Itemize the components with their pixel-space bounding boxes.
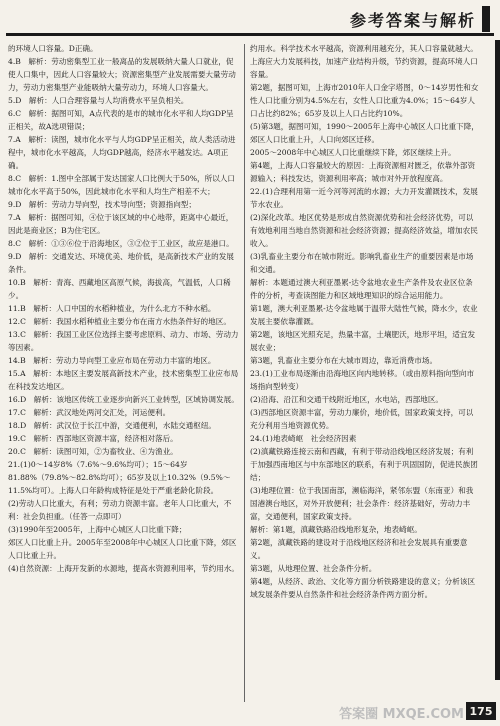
header [350,6,490,32]
answer-item: 16.D 解析：该地区传统工业逐步向新兴工业转型，区域协调发展。 [8,395,239,404]
answer-item: 8.C 解析：1.图中全部属于发达国家人口比例大于50%，所以人口城市化水平高于50%，因此城市化水平和人均生产相差不大； [8,174,236,196]
answer-item: (2)深化改革。地区优势是形成自然资源优势和社会经济优势，可以有效地利用当地自然资源和社会经济资源；提高经济效益，增加农民收入。 [250,213,478,248]
page-title: 参考答案与解析 [349,10,476,30]
answer-item: 14.B 解析：劳动力导向型工业应布局在劳动力丰富的地区。 [8,356,216,365]
answer-item: 第1题，澳大利亚墨累-达令盆地属于温带大陆性气候，降水少，农业发展主要依靠灌溉。 [250,304,478,326]
answer-item: 第2题，据图可知，上海市2010年人口金字塔图，0～14岁男性和女性人口比重分别为4.5%左右，女性人口比重为4.0%；15～64岁人口占比约82%；65岁及以上人口占比约10%。 [250,83,479,118]
answer-item: 11.B 解析：人口中国的水稻种植业，为什么北方不种水稻。 [8,304,216,313]
answer-item: 的环境人口容量。D正确。 [8,44,98,53]
answer-item: 5.D 解析：人口合理容量与人均消费水平呈负相关。 [8,96,189,105]
answer-item: 8.C 解析：①③⑥位于沿海地区，③②位于工业区，故应是港口。 [8,239,234,248]
answer-item: 20.C 解析：读图可知，②为畜牧业、④为渔业。 [8,447,178,456]
answer-item: 6.C 解析：据图可知，A点代表的是市的城市化水平和人均GDP呈正相关，故A选项错误； [8,109,234,131]
edge-bar [495,40,500,680]
answer-item: 13.C 解析：我国工业区位选择主要考虑原料、动力、市场、劳动力等因素。 [8,330,239,352]
header-rule [6,33,494,36]
left-column [8,42,240,575]
answer-item: 18.D 解析：武汉位于长江中游，交通便利，水陆交通枢纽。 [8,421,217,430]
answer-item: 9.D 解析：交通发达、环境优美、地价低，是高新技术产业的发展条件。 [8,252,234,274]
answer-item: 23.(1)工业布局逐渐由沿海地区向内地转移。（或由原料指向型向市场指向型转变） [250,369,475,391]
answer-item: 郊区人口比重上升。2005年至2008年中心城区人口比重下降，郊区人口比重上升。 [8,538,237,560]
answer-item: 7.A 解析：读图，城市化水平与人均GDP呈正相关，故人类活动进程中，城市化水平越高，人均GDP越高，经济水平越发达。A项正确。 [8,135,236,170]
answer-item: 第2题，该地区光照充足，热量丰富，土壤肥沃，地形平坦，适宜发展农业； [250,330,476,352]
watermark: 答案圈 MXQE.COM [339,707,464,722]
answer-item: 21.(1)0～14岁8%（7.6%～9.6%均可）；15～64岁81.88%（79.8%～82.8%均可）；65岁及以上10.32%（9.5%～11.5%均可）。上海人口年龄构成特征是处于严重老龄化阶段。 [8,460,231,495]
answer-item: 第2题，滇藏铁路的建设对于沿线地区经济和社会发展具有重要意义。 [250,538,468,560]
answer-item: (3)西部地区资源丰富，劳动力廉价，地价低，国家政策支持，可以充分利用当地资源优势。 [250,408,474,430]
answer-item: 第3题，从地理位置、社会条件分析。 [250,564,377,573]
answer-item: (4)自然资源：上海开发新的水源地，提高水资源利用率，节约用水。 [8,564,239,573]
answer-item: 第4题，上海人口容量较大的原因：上海资源相对匮乏，依靠外部资源输入；科技发达，资源利用率高；城市对外开放程度高。 [250,161,476,183]
answer-item: (3)地理位置：位于我国南部，濒临海洋，紧邻东盟（东南亚）和我国港澳台地区，对外开放便利；社会条件：经济基础好，劳动力丰富，交通便利，国家政策支持。 [250,486,474,521]
answer-item: (2)劳动人口比重大，有利；劳动力资源丰富。老年人口比重大，不利：社会负担重。（任答一点即可） [8,499,232,521]
answer-item: 10.B 解析：青海、西藏地区高原气候，海拔高，气温低，人口稀少。 [8,278,231,300]
answer-item: (2)沿海、沿江和交通干线附近地区，水电站，西部地区。 [250,395,444,404]
column-divider [244,44,245,702]
right-column [250,42,480,601]
answer-item: 第3题，乳畜业主要分布在大城市周边，靠近消费市场。 [250,356,438,365]
answer-item: 解析：本题通过澳大利亚墨累-达令盆地农业生产条件及农业区位条件的分析，考查读图能力和区域地理知识的综合运用能力。 [250,278,473,300]
answer-item: 第4题，从经济、政治、文化等方面分析铁路建设的意义；分析该区域发展条件要从自然条件和社会经济条件两方面分析。 [250,577,476,599]
answer-item: (2)滇藏铁路连接云南和西藏，有利于带动沿线地区经济发展；有利于加强西南地区与中东部地区的联系，有利于巩固国防，促进民族团结； [250,447,478,482]
answer-item: 19.C 解析：西部地区资源丰富，经济相对落后。 [8,434,178,443]
answer-item: 解析：第1题，滇藏铁路沿线地形复杂，地表崎岖。 [250,525,422,534]
page-number: 175 [466,702,496,720]
answer-item: 约用水。科学技术水平越高，资源利用越充分，其人口容量就越大。上海应大力发展科技，加速产业结构升级，节约资源，提高环境人口容量。 [250,44,478,79]
answer-item: 9.D 解析：劳动力导向型，技术导向型；资源指向型； [8,200,196,209]
answer-item: 7.A 解析：据图可知，④位于该区域的中心地带，距离中心最近，因此是商业区；B为住宅区。 [8,213,234,235]
answer-item: (3)乳畜业主要分布在城市附近。影响乳畜业生产的重要因素是市场和交通。 [250,252,474,274]
answer-item: 2005～2008年中心城区人口比重继续下降，郊区继续上升。 [250,148,456,157]
title-marker-block [482,6,490,32]
answer-item: (5)第3题，据图可知，1990～2005年上海中心城区人口比重下降，郊区人口比重上升，人口向郊区迁移。 [250,122,479,144]
answer-item: 22.(1)合理利用第一近今河等河流的水源；大力开发灌溉技术，发展节水农业。 [250,187,478,209]
answer-item: 17.C 解析：武汉地处两河交汇处，河运便利。 [8,408,171,417]
answer-item: 15.A 解析：本地区主要发展高新技术产业，技术密集型工业应布局在科技发达地区。 [8,369,239,391]
answer-item: 4.B 解析：劳动密集型工业一般离品的发展吸纳大量人口就业，促使人口集中，因此人口容量较大；资源密集型产业发展需要大量劳动力，劳动力密集型产业能吸纳大量劳动力，环境人口容量大。 [8,57,236,92]
answer-item: 24.(1)地表崎岖 社会经济因素 [250,434,357,443]
answer-item: 12.C 解析：我国水稻种植业主要分布在南方水热条件好的地区。 [8,317,231,326]
answer-item: (3)1990年至2005年，上海中心城区人口比重下降； [8,525,187,534]
